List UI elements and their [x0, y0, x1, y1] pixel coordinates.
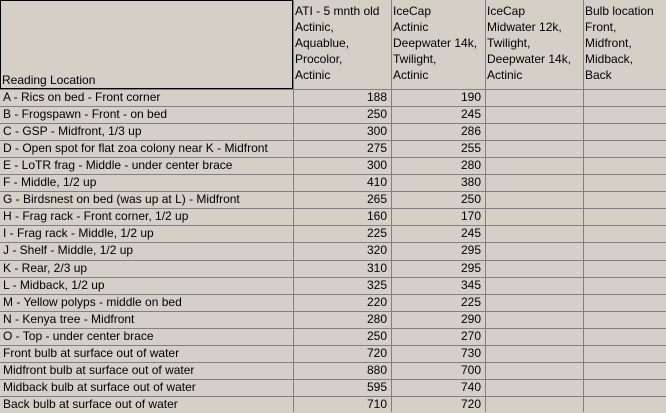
header-icecap-mid-line: Actinic: [487, 68, 523, 82]
bulb-location-cell[interactable]: [583, 106, 666, 123]
icecap-value-cell[interactable]: 700: [460, 362, 481, 377]
icecap-mid-cell[interactable]: [485, 191, 583, 208]
icecap-mid-cell[interactable]: [485, 157, 583, 174]
ati-value-cell[interactable]: 710: [366, 396, 387, 411]
location-cell[interactable]: C - GSP - Midfront, 1/3 up: [3, 124, 142, 139]
icecap-value-cell[interactable]: 295: [460, 260, 481, 275]
location-cell[interactable]: G - Birdsnest on bed (was up at L) - Midfront: [3, 192, 240, 207]
header-ati-line: Aquablue,: [295, 36, 350, 50]
header-bulb-line: Front,: [585, 20, 617, 34]
icecap-value-cell[interactable]: 740: [460, 379, 481, 394]
ati-value-cell[interactable]: 880: [366, 362, 387, 377]
header-bulb-line: Back: [585, 68, 612, 82]
bulb-location-cell[interactable]: [583, 379, 666, 396]
header-icecap-mid-line: Twilight,: [487, 36, 531, 50]
bulb-location-cell[interactable]: [583, 225, 666, 242]
icecap-value-cell[interactable]: 290: [460, 311, 481, 326]
ati-value-cell[interactable]: 188: [366, 90, 387, 104]
ati-value-cell[interactable]: 275: [366, 141, 387, 156]
ati-value-cell[interactable]: 595: [366, 379, 387, 394]
header-ati-line: Actinic,: [295, 20, 334, 34]
location-cell[interactable]: I - Frag rack - Middle, 1/2 up: [3, 226, 154, 241]
header-icecap-mid[interactable]: [485, 0, 583, 89]
location-cell[interactable]: F - Middle, 1/2 up: [3, 175, 97, 190]
icecap-mid-cell[interactable]: [485, 208, 583, 225]
ati-value-cell[interactable]: 310: [366, 260, 387, 275]
bulb-location-cell[interactable]: [583, 277, 666, 294]
location-cell[interactable]: M - Yellow polyps - middle on bed: [3, 294, 182, 309]
bulb-location-cell[interactable]: [583, 362, 666, 379]
header-icecap-deep[interactable]: [391, 0, 485, 89]
icecap-value-cell[interactable]: 170: [460, 209, 481, 224]
icecap-value-cell[interactable]: 190: [460, 90, 481, 104]
icecap-mid-cell[interactable]: [485, 260, 583, 277]
icecap-mid-cell[interactable]: [485, 140, 583, 157]
header-bulb-line: Midfront,: [585, 36, 632, 50]
icecap-value-cell[interactable]: 345: [460, 277, 481, 292]
icecap-value-cell[interactable]: 720: [460, 396, 481, 411]
ati-value-cell[interactable]: 280: [366, 311, 387, 326]
bulb-location-cell[interactable]: [583, 294, 666, 311]
header-bulb-location[interactable]: [583, 0, 666, 89]
ati-value-cell[interactable]: 320: [366, 243, 387, 258]
icecap-mid-cell[interactable]: [485, 345, 583, 362]
ati-value-cell[interactable]: 325: [366, 277, 387, 292]
bulb-location-cell[interactable]: [583, 208, 666, 225]
bulb-location-cell[interactable]: [583, 191, 666, 208]
ati-value-cell[interactable]: 250: [366, 328, 387, 343]
icecap-value-cell[interactable]: 730: [460, 345, 481, 360]
icecap-mid-cell[interactable]: [485, 242, 583, 259]
icecap-mid-cell[interactable]: [485, 328, 583, 345]
bulb-location-cell[interactable]: [583, 89, 666, 106]
bulb-location-cell[interactable]: [583, 242, 666, 259]
location-cell[interactable]: Back bulb at surface out of water: [3, 396, 178, 411]
icecap-value-cell[interactable]: 380: [460, 175, 481, 190]
header-ati[interactable]: [293, 0, 391, 89]
location-cell[interactable]: K - Rear, 2/3 up: [3, 260, 88, 275]
header-reading-location-label: Reading Location: [2, 73, 96, 87]
header-icecap-deep-line: Twilight,: [393, 52, 437, 66]
header-ati-line: ATI - 5 mnth old: [295, 4, 380, 18]
icecap-mid-cell[interactable]: [485, 225, 583, 242]
location-cell[interactable]: E - LoTR frag - Middle - under center brace: [3, 158, 233, 173]
ati-value-cell[interactable]: 265: [366, 192, 387, 207]
icecap-value-cell[interactable]: 245: [460, 226, 481, 241]
location-cell[interactable]: A - Rics on bed - Front corner: [3, 90, 161, 104]
icecap-mid-cell[interactable]: [485, 294, 583, 311]
location-cell[interactable]: H - Frag rack - Front corner, 1/2 up: [3, 209, 189, 224]
bulb-location-cell[interactable]: [583, 260, 666, 277]
icecap-mid-cell[interactable]: [485, 362, 583, 379]
location-cell[interactable]: O - Top - under center brace: [3, 328, 154, 343]
location-cell[interactable]: N - Kenya tree - Midfront: [3, 311, 135, 326]
location-cell[interactable]: D - Open spot for flat zoa colony near K - Midfront: [3, 141, 268, 156]
ati-value-cell[interactable]: 225: [366, 226, 387, 241]
location-cell[interactable]: Midback bulb at surface out of water: [3, 379, 196, 394]
ati-value-cell[interactable]: 410: [366, 175, 387, 190]
bulb-location-cell[interactable]: [583, 328, 666, 345]
bulb-location-cell[interactable]: [583, 123, 666, 140]
bulb-location-cell[interactable]: [583, 174, 666, 191]
bulb-location-cell[interactable]: [583, 311, 666, 328]
location-cell[interactable]: L - Midback, 1/2 up: [3, 277, 105, 292]
icecap-value-cell[interactable]: 245: [460, 107, 481, 122]
header-icecap-deep-line: Actinic: [393, 20, 429, 34]
icecap-value-cell[interactable]: 280: [460, 158, 481, 173]
header-bulb-line: Midback,: [585, 52, 634, 66]
header-reading-location[interactable]: [0, 0, 293, 89]
icecap-mid-cell[interactable]: [485, 311, 583, 328]
icecap-mid-cell[interactable]: [485, 174, 583, 191]
header-icecap-deep-line: Deepwater 14k,: [393, 36, 478, 50]
icecap-value-cell[interactable]: 295: [460, 243, 481, 258]
icecap-mid-cell[interactable]: [485, 379, 583, 396]
icecap-value-cell[interactable]: 250: [460, 192, 481, 207]
header-icecap-mid-line: IceCap: [487, 4, 526, 18]
ati-value-cell[interactable]: 720: [366, 345, 387, 360]
bulb-location-cell[interactable]: [583, 157, 666, 174]
header-ati-line: Actinic: [295, 68, 331, 82]
icecap-value-cell[interactable]: 270: [460, 328, 481, 343]
icecap-value-cell[interactable]: 286: [460, 124, 481, 139]
ati-value-cell[interactable]: 160: [366, 209, 387, 224]
bulb-location-cell[interactable]: [583, 345, 666, 362]
header-ati-line: Procolor,: [295, 52, 343, 66]
location-cell[interactable]: Front bulb at surface out of water: [3, 345, 180, 360]
icecap-mid-cell[interactable]: [485, 277, 583, 294]
ati-value-cell[interactable]: 300: [366, 158, 387, 173]
bulb-location-cell[interactable]: [583, 396, 666, 413]
ati-value-cell[interactable]: 300: [366, 124, 387, 139]
icecap-mid-cell[interactable]: [485, 106, 583, 123]
icecap-value-cell[interactable]: 225: [460, 294, 481, 309]
location-cell[interactable]: Midfront bulb at surface out of water: [3, 362, 195, 377]
header-icecap-deep-line: IceCap: [393, 4, 432, 18]
ati-value-cell[interactable]: 220: [366, 294, 387, 309]
header-icecap-mid-line: Midwater 12k,: [487, 20, 562, 34]
ati-value-cell[interactable]: 250: [366, 107, 387, 122]
icecap-mid-cell[interactable]: [485, 396, 583, 413]
icecap-value-cell[interactable]: 255: [460, 141, 481, 156]
bulb-location-cell[interactable]: [583, 140, 666, 157]
header-icecap-deep-line: Actinic: [393, 68, 429, 82]
icecap-mid-cell[interactable]: [485, 123, 583, 140]
location-cell[interactable]: B - Frogspawn - Front - on bed: [3, 107, 168, 122]
icecap-mid-cell[interactable]: [485, 89, 583, 106]
header-bulb-line: Bulb location: [585, 4, 654, 18]
location-cell[interactable]: J - Shelf - Middle, 1/2 up: [3, 243, 134, 258]
header-icecap-mid-line: Deepwater 14k,: [487, 52, 572, 66]
